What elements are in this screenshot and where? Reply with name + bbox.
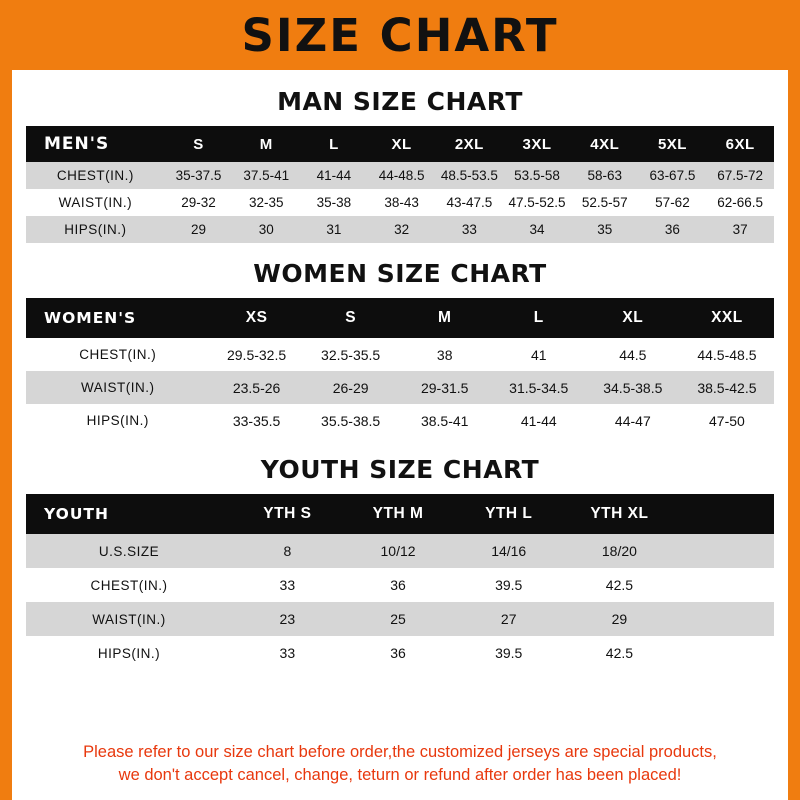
men-chest-xl: 44-48.5: [368, 162, 436, 189]
men-waist-4xl: 52.5-57: [571, 189, 639, 216]
youth-hips-xl: 42.5: [564, 636, 675, 670]
women-hips-s: 35.5-38.5: [304, 404, 398, 437]
men-hips-4xl: 35: [571, 216, 639, 243]
women-col-xs: XS: [245, 309, 268, 326]
table-row: [26, 189, 774, 216]
youth-ussize-m: 10/12: [343, 534, 454, 568]
men-chest-4xl: 58-63: [571, 162, 639, 189]
men-row-label-hips: HIPS(IN.): [26, 216, 165, 243]
women-waist-xxl: 38.5-42.5: [680, 371, 774, 404]
order-notice: [26, 735, 774, 800]
men-waist-6xl: 62-66.5: [706, 189, 774, 216]
youth-corner-label: YOUTH: [44, 505, 109, 523]
page-banner: [12, 0, 788, 70]
table-row: [26, 338, 774, 371]
youth-section-title: YOUTH SIZE CHART: [260, 455, 540, 484]
youth-col-spacer: [675, 494, 774, 534]
women-section-title: WOMEN SIZE CHART: [253, 259, 547, 288]
youth-chest-s: 33: [232, 568, 343, 602]
women-hips-xs: 33-35.5: [210, 404, 304, 437]
men-waist-l: 35-38: [300, 189, 368, 216]
youth-waist-spacer: [675, 602, 774, 636]
men-hips-5xl: 36: [639, 216, 707, 243]
youth-col-m: YTH M: [372, 505, 424, 522]
women-corner-label: WOMEN'S: [44, 309, 137, 327]
men-waist-xl: 38-43: [368, 189, 436, 216]
women-chest-m: 38: [398, 338, 492, 371]
table-row: [26, 162, 774, 189]
men-hips-6xl: 37: [706, 216, 774, 243]
men-chest-m: 37.5-41: [232, 162, 300, 189]
youth-waist-xl: 29: [564, 602, 675, 636]
men-chest-6xl: 67.5-72: [706, 162, 774, 189]
women-row-label-chest: CHEST(IN.): [26, 338, 210, 371]
youth-row-label-hips: HIPS(IN.): [26, 636, 232, 670]
women-waist-xs: 23.5-26: [210, 371, 304, 404]
men-table-header-row: [26, 126, 774, 162]
men-waist-3xl: 47.5-52.5: [503, 189, 571, 216]
women-chest-xl: 44.5: [586, 338, 680, 371]
youth-row-label-waist: WAIST(IN.): [26, 602, 232, 636]
men-col-xl: XL: [391, 135, 412, 153]
women-row-label-hips: HIPS(IN.): [26, 404, 210, 437]
youth-hips-spacer: [675, 636, 774, 670]
women-col-l: L: [533, 309, 544, 326]
men-col-5xl: 5XL: [657, 135, 687, 153]
men-waist-2xl: 43-47.5: [435, 189, 503, 216]
men-chest-l: 41-44: [300, 162, 368, 189]
women-size-table: [26, 298, 774, 437]
order-notice-line-2: we don't accept cancel, change, teturn or refund after order has been placed!: [118, 765, 682, 784]
youth-size-table: [26, 494, 774, 670]
men-col-l: L: [329, 135, 339, 153]
table-row: [26, 371, 774, 404]
women-hips-xxl: 47-50: [680, 404, 774, 437]
chart-content: [12, 70, 788, 800]
youth-ussize-xl: 18/20: [564, 534, 675, 568]
men-chest-3xl: 53.5-58: [503, 162, 571, 189]
youth-waist-m: 25: [343, 602, 454, 636]
men-col-6xl: 6XL: [725, 135, 755, 153]
women-waist-l: 31.5-34.5: [492, 371, 586, 404]
men-col-m: M: [259, 135, 273, 153]
men-chest-5xl: 63-67.5: [639, 162, 707, 189]
page-title: SIZE CHART: [241, 8, 559, 62]
youth-hips-l: 39.5: [453, 636, 564, 670]
women-col-xl: XL: [622, 309, 644, 326]
women-hips-xl: 44-47: [586, 404, 680, 437]
youth-col-xl: YTH XL: [590, 505, 649, 522]
youth-ussize-spacer: [675, 534, 774, 568]
youth-waist-s: 23: [232, 602, 343, 636]
youth-waist-l: 27: [453, 602, 564, 636]
youth-chest-l: 39.5: [453, 568, 564, 602]
men-waist-m: 32-35: [232, 189, 300, 216]
table-row: [26, 404, 774, 437]
men-row-label-waist: WAIST(IN.): [26, 189, 165, 216]
men-hips-3xl: 34: [503, 216, 571, 243]
men-col-2xl: 2XL: [454, 135, 484, 153]
women-col-m: M: [437, 309, 452, 326]
youth-chest-spacer: [675, 568, 774, 602]
youth-chest-m: 36: [343, 568, 454, 602]
women-hips-m: 38.5-41: [398, 404, 492, 437]
youth-hips-m: 36: [343, 636, 454, 670]
women-col-xxl: XXL: [711, 309, 743, 326]
youth-col-s: YTH S: [263, 505, 312, 522]
women-table-header-row: [26, 298, 774, 338]
men-col-4xl: 4XL: [590, 135, 620, 153]
women-waist-s: 26-29: [304, 371, 398, 404]
men-hips-l: 31: [300, 216, 368, 243]
men-waist-5xl: 57-62: [639, 189, 707, 216]
women-chest-xxl: 44.5-48.5: [680, 338, 774, 371]
men-size-table: [26, 126, 774, 243]
order-notice-line-1: Please refer to our size chart before order,the customized jerseys are special products,: [83, 743, 717, 762]
youth-table-header-row: [26, 494, 774, 534]
men-section-title: MAN SIZE CHART: [277, 87, 523, 116]
women-col-s: S: [345, 309, 357, 326]
youth-ussize-s: 8: [232, 534, 343, 568]
women-chest-s: 32.5-35.5: [304, 338, 398, 371]
youth-chest-xl: 42.5: [564, 568, 675, 602]
men-col-s: S: [193, 135, 204, 153]
table-row: [26, 568, 774, 602]
women-waist-m: 29-31.5: [398, 371, 492, 404]
table-row: [26, 216, 774, 243]
men-hips-2xl: 33: [435, 216, 503, 243]
men-corner-label: MEN'S: [44, 134, 110, 154]
men-row-label-chest: CHEST(IN.): [26, 162, 165, 189]
women-hips-l: 41-44: [492, 404, 586, 437]
youth-hips-s: 33: [232, 636, 343, 670]
youth-row-label-chest: CHEST(IN.): [26, 568, 232, 602]
women-row-label-waist: WAIST(IN.): [26, 371, 210, 404]
youth-row-label-ussize: U.S.SIZE: [26, 534, 232, 568]
men-chest-s: 35-37.5: [165, 162, 233, 189]
youth-col-l: YTH L: [485, 505, 533, 522]
table-row: [26, 534, 774, 568]
women-waist-xl: 34.5-38.5: [586, 371, 680, 404]
table-row: [26, 602, 774, 636]
men-chest-2xl: 48.5-53.5: [435, 162, 503, 189]
men-waist-s: 29-32: [165, 189, 233, 216]
men-hips-xl: 32: [368, 216, 436, 243]
youth-ussize-l: 14/16: [453, 534, 564, 568]
women-chest-xs: 29.5-32.5: [210, 338, 304, 371]
table-row: [26, 636, 774, 670]
women-chest-l: 41: [492, 338, 586, 371]
men-col-3xl: 3XL: [522, 135, 552, 153]
men-hips-s: 29: [165, 216, 233, 243]
men-hips-m: 30: [232, 216, 300, 243]
